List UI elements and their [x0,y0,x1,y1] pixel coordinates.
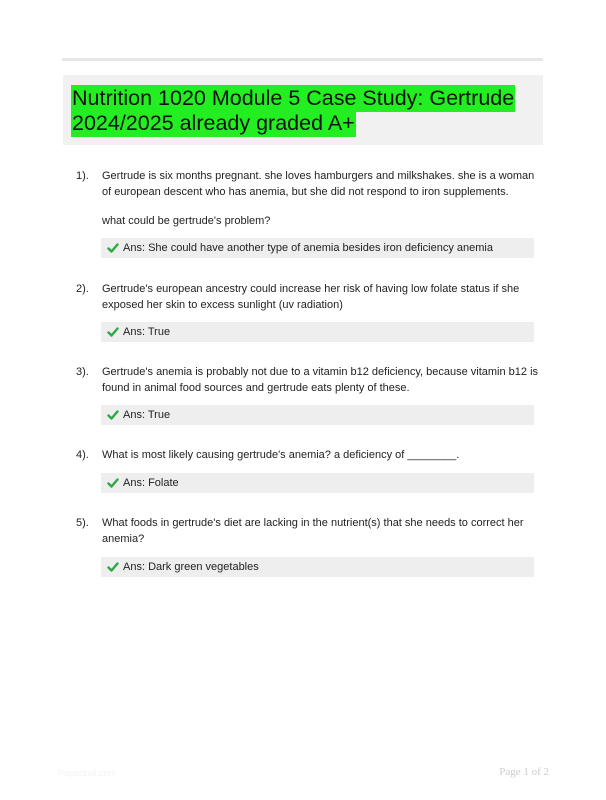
question-text [102,515,542,547]
answer-box [101,238,534,258]
document-title [71,86,535,136]
question-subprompt: what could be gertrude's problem? [102,215,271,227]
answer-box [101,557,534,577]
answer-text: Ans: Dark green vegetables [123,561,259,573]
title-banner [63,75,543,145]
question-prompt: Gertrude is six months pregnant. she loves hamburgers and milkshakes. she is a woman of european descent who has anemia, but she did not respond to iron supplements. [102,170,535,198]
check-icon [107,477,119,489]
answer-text: Ans: Folate [123,477,179,489]
question-number: 1). [76,170,89,182]
answer-box [101,322,534,342]
question-prompt: What foods in gertrude's diet are lacking in the nutrient(s) that she needs to correct her anemia? [102,517,524,545]
question-number: 4). [76,449,89,461]
question-number: 3). [76,366,89,378]
check-icon [107,242,119,254]
answer-text: Ans: True [123,409,171,421]
title-text: Nutrition 1020 Module 5 Case Study: Gertrude 2024/2025 already graded A+ [72,86,515,135]
question-text [102,364,542,396]
answer-text: Ans: She could have another type of anemia besides iron deficiency anemia [123,242,493,254]
question-number: 2). [76,283,89,295]
question-prompt: What is most likely causing gertrude's anemia? a deficiency of ________. [102,449,460,461]
answer-text: Ans: True [123,326,171,338]
answer-box [101,405,534,425]
check-icon [107,561,119,573]
question-number: 5). [76,517,89,529]
page-number: Page 1 of 2 [499,766,549,778]
check-icon [107,409,119,421]
question-text [102,281,542,313]
question-text [102,168,542,229]
question-prompt: Gertrude's european ancestry could increase her risk of having low folate status if she exposed her skin to excess sunlight (uv radiation) [102,283,520,311]
check-icon [107,326,119,338]
answer-box [101,473,534,493]
question-prompt: Gertrude's anemia is probably not due to a vitamin b12 deficiency, because vitamin b12 is found in animal food sources and gertrude eats plenty of these. [102,366,539,394]
question-text [102,447,542,463]
footer-watermark: Papertrail.com [58,768,117,778]
header-divider [62,58,543,61]
